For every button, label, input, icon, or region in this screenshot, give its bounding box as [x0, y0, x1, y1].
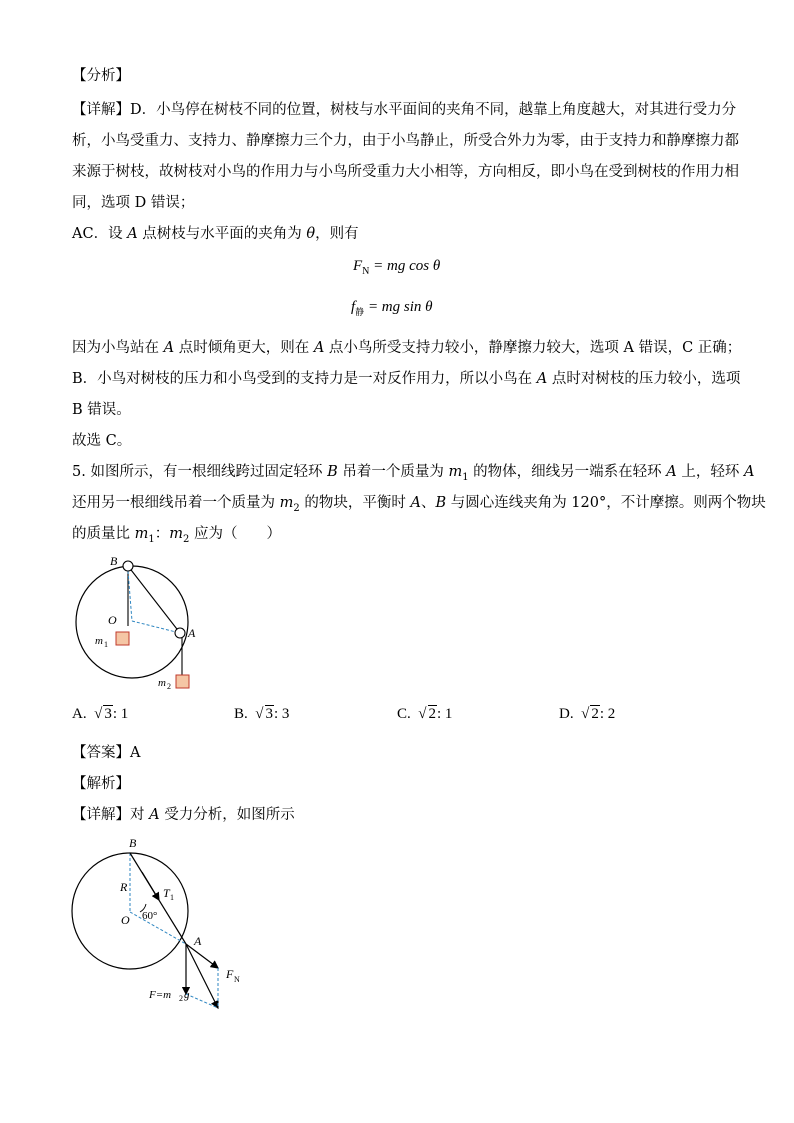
q5-detail-b: 受力分析，如图所示 [159, 807, 295, 823]
fig2-label-FN: F [226, 967, 234, 981]
option-c[interactable]: C. √ 2: 1 [397, 706, 453, 722]
analysis-heading: 【分析】 [72, 68, 130, 84]
b-text-a: B．小鸟对树枝的压力和小鸟受到的支持力是一对反作用力，所以小鸟在 [72, 371, 537, 387]
ac-text-suffix: ，则有 [315, 226, 359, 242]
q5-l1-m1: m [448, 464, 463, 480]
option-a-letter: A. [72, 706, 87, 722]
q4-detail-line-2: 析，小鸟受重力、支持力、静摩擦力三个力，由于小鸟静止，所受合外力为零，由于支持力和静摩擦力都 [72, 133, 739, 149]
q5-l3-m2-sub: 2 [182, 533, 190, 545]
fig1-label-m1-sub: 1 [104, 640, 108, 649]
fig2-label-T: T [163, 886, 170, 900]
equation-static-friction [351, 299, 433, 318]
option-b[interactable]: B. √ 3: 3 [234, 706, 290, 722]
q4-choose-line: 故选 C。 [72, 433, 132, 449]
q5-l2-m2: m [279, 495, 294, 511]
q5-l1-d: 上，轻环 [676, 464, 744, 480]
fig1-label-A: A [188, 626, 196, 640]
q5-l1-c: 的物体，细线另一端系在轻环 [468, 464, 667, 480]
fig2-normal-force-arrow [186, 944, 218, 968]
fig2-tension-arrow [142, 872, 159, 900]
eq1-rhs: = mg cos θ [369, 258, 441, 274]
fig2-label-Fmg-g: g [184, 989, 190, 1001]
fig2-dashed-radius-OA [130, 912, 186, 944]
eq1-sub: N [362, 266, 370, 277]
q5-l2-b: 的物块，平衡时 [299, 495, 411, 511]
option-a[interactable]: A. √ 3: 1 [72, 706, 129, 722]
conc-text-b: 点时倾角更大，则在 [174, 340, 314, 356]
fig2-label-R: R [120, 880, 128, 894]
q5-l2-B: B [435, 495, 447, 511]
fig2-label-O: O [121, 913, 130, 927]
q4-option-b-line-2: B 错误。 [72, 402, 131, 418]
option-d[interactable]: D. √ 2: 2 [559, 706, 616, 722]
option-d-radicand: 2 [591, 706, 599, 722]
answer-label: 【答案】 [72, 745, 130, 761]
q4-ac-line [72, 224, 359, 244]
fig1-label-m2: m [158, 677, 166, 689]
q5-l3-m1-sub: 1 [148, 533, 155, 545]
q5-l1-a: 5. 如图所示，有一根细线跨过固定轻环 [72, 464, 328, 480]
q5-l3-a: 的质量比 [72, 526, 135, 542]
q5-stem-line-2 [72, 493, 766, 519]
fig2-label-T-sub: 1 [170, 893, 174, 902]
fig1-label-O: O [108, 613, 117, 627]
ac-theta: θ [306, 226, 316, 242]
q5-detail-line [72, 805, 295, 825]
q5-l2-c: 、 [420, 495, 436, 511]
q5-force-diagram [68, 832, 268, 1017]
q4-detail-line-4: 同，选项 D 错误； [72, 195, 195, 211]
q5-l2-m2-sub: 2 [293, 502, 300, 514]
conc-text-c: 点小鸟所受支持力较小，静摩擦力较大，选项 A 错误，C 正确； [324, 340, 742, 356]
q5-detail-label: 【详解】 [72, 807, 130, 823]
q5-l1-b: 吊着一个质量为 [337, 464, 449, 480]
q5-l2-a: 还用另一根细线吊着一个质量为 [72, 495, 280, 511]
q4-detail-line-3: 来源于树枝，故树枝对小鸟的作用力与小鸟所受重力大小相等，方向相反，即小鸟在受到树枝的作用力相 [72, 164, 739, 180]
fig1-ring-B [123, 561, 133, 571]
equation-normal-force [353, 258, 440, 277]
fig1-dashed-radius-OB [128, 571, 132, 621]
fig1-dashed-radius-OA [132, 621, 180, 633]
b-point-A: A [536, 371, 548, 387]
q5-detail-A: A [149, 807, 160, 823]
fig1-label-m1: m [95, 635, 103, 647]
option-d-rest: : 2 [599, 706, 616, 722]
ac-text-mid: 点树枝与水平面的夹角为 [137, 226, 307, 242]
analysis-label: 【解析】 [72, 776, 130, 792]
q5-l2-d: 与圆心连线夹角为 120°，不计摩擦。则两个物块 [446, 495, 766, 511]
q5-l1-A: A [666, 464, 677, 480]
q5-l3-m2: m [169, 526, 183, 542]
option-c-radicand: 2 [428, 706, 436, 722]
option-a-radicand: 3 [104, 706, 112, 722]
option-a-rest: : 1 [112, 706, 129, 722]
option-d-letter: D. [559, 706, 574, 722]
q5-l3-c: 应为（ ） [189, 526, 281, 542]
fig2-label-angle: 60° [142, 910, 158, 922]
fig1-ring-A [175, 628, 185, 638]
fig2-label-FN-sub: N [234, 975, 240, 984]
q5-stem-line-3 [72, 524, 281, 550]
q5-l1-m1-sub: 1 [462, 471, 469, 483]
q5-l1-B: B [327, 464, 338, 480]
q4-conclusion-line [72, 338, 741, 358]
fig1-label-B: B [110, 554, 118, 568]
q4-detail-line-1: 【详解】D．小鸟停在树枝不同的位置，树枝与水平面间的夹角不同，越靠上角度越大，对其进行受力分 [72, 102, 737, 118]
q5-detail-a: 对 [130, 807, 150, 823]
q4-option-b-line [72, 369, 740, 389]
q5-l1-A2: A [743, 464, 755, 480]
fig1-block-m2 [176, 675, 189, 688]
q5-stem-line-1 [72, 462, 754, 488]
b-text-b: 点时对树枝的压力较小，选项 [547, 371, 741, 387]
option-b-rest: : 3 [274, 706, 290, 722]
q5-l3-b: ： [154, 526, 170, 542]
fig1-block-m1 [116, 632, 129, 645]
answer-value: A [130, 745, 141, 761]
q5-problem-figure [68, 552, 228, 697]
conc-point-A2: A [313, 340, 325, 356]
ac-text: AC．设 [72, 226, 128, 242]
option-c-rest: : 1 [437, 706, 453, 722]
fig2-label-Fmg-sub: 2 [179, 994, 183, 1003]
option-b-radicand: 3 [265, 706, 273, 722]
q5-l2-A: A [410, 495, 421, 511]
eq1-lhs: F [353, 258, 363, 274]
answer-line [72, 743, 140, 763]
option-b-letter: B. [234, 706, 248, 722]
fig2-dashed-parallel-2 [186, 994, 218, 1008]
eq2-sub: 静 [355, 307, 365, 317]
fig2-label-Fmg: F=m [149, 989, 172, 1001]
fig2-resultant-arrow [186, 944, 218, 1008]
conc-point-A1: A [163, 340, 175, 356]
fig1-string-B-to-A [128, 566, 180, 633]
fig2-label-B: B [129, 836, 137, 850]
fig1-label-m2-sub: 2 [167, 682, 171, 691]
q5-l3-m1: m [134, 526, 149, 542]
conc-text-a: 因为小鸟站在 [72, 340, 164, 356]
eq2-lhs: f [351, 299, 356, 315]
eq2-rhs: = mg sin θ [364, 299, 433, 315]
ac-point-A: A [127, 226, 138, 242]
fig2-label-A: A [194, 934, 202, 948]
option-c-letter: C. [397, 706, 411, 722]
